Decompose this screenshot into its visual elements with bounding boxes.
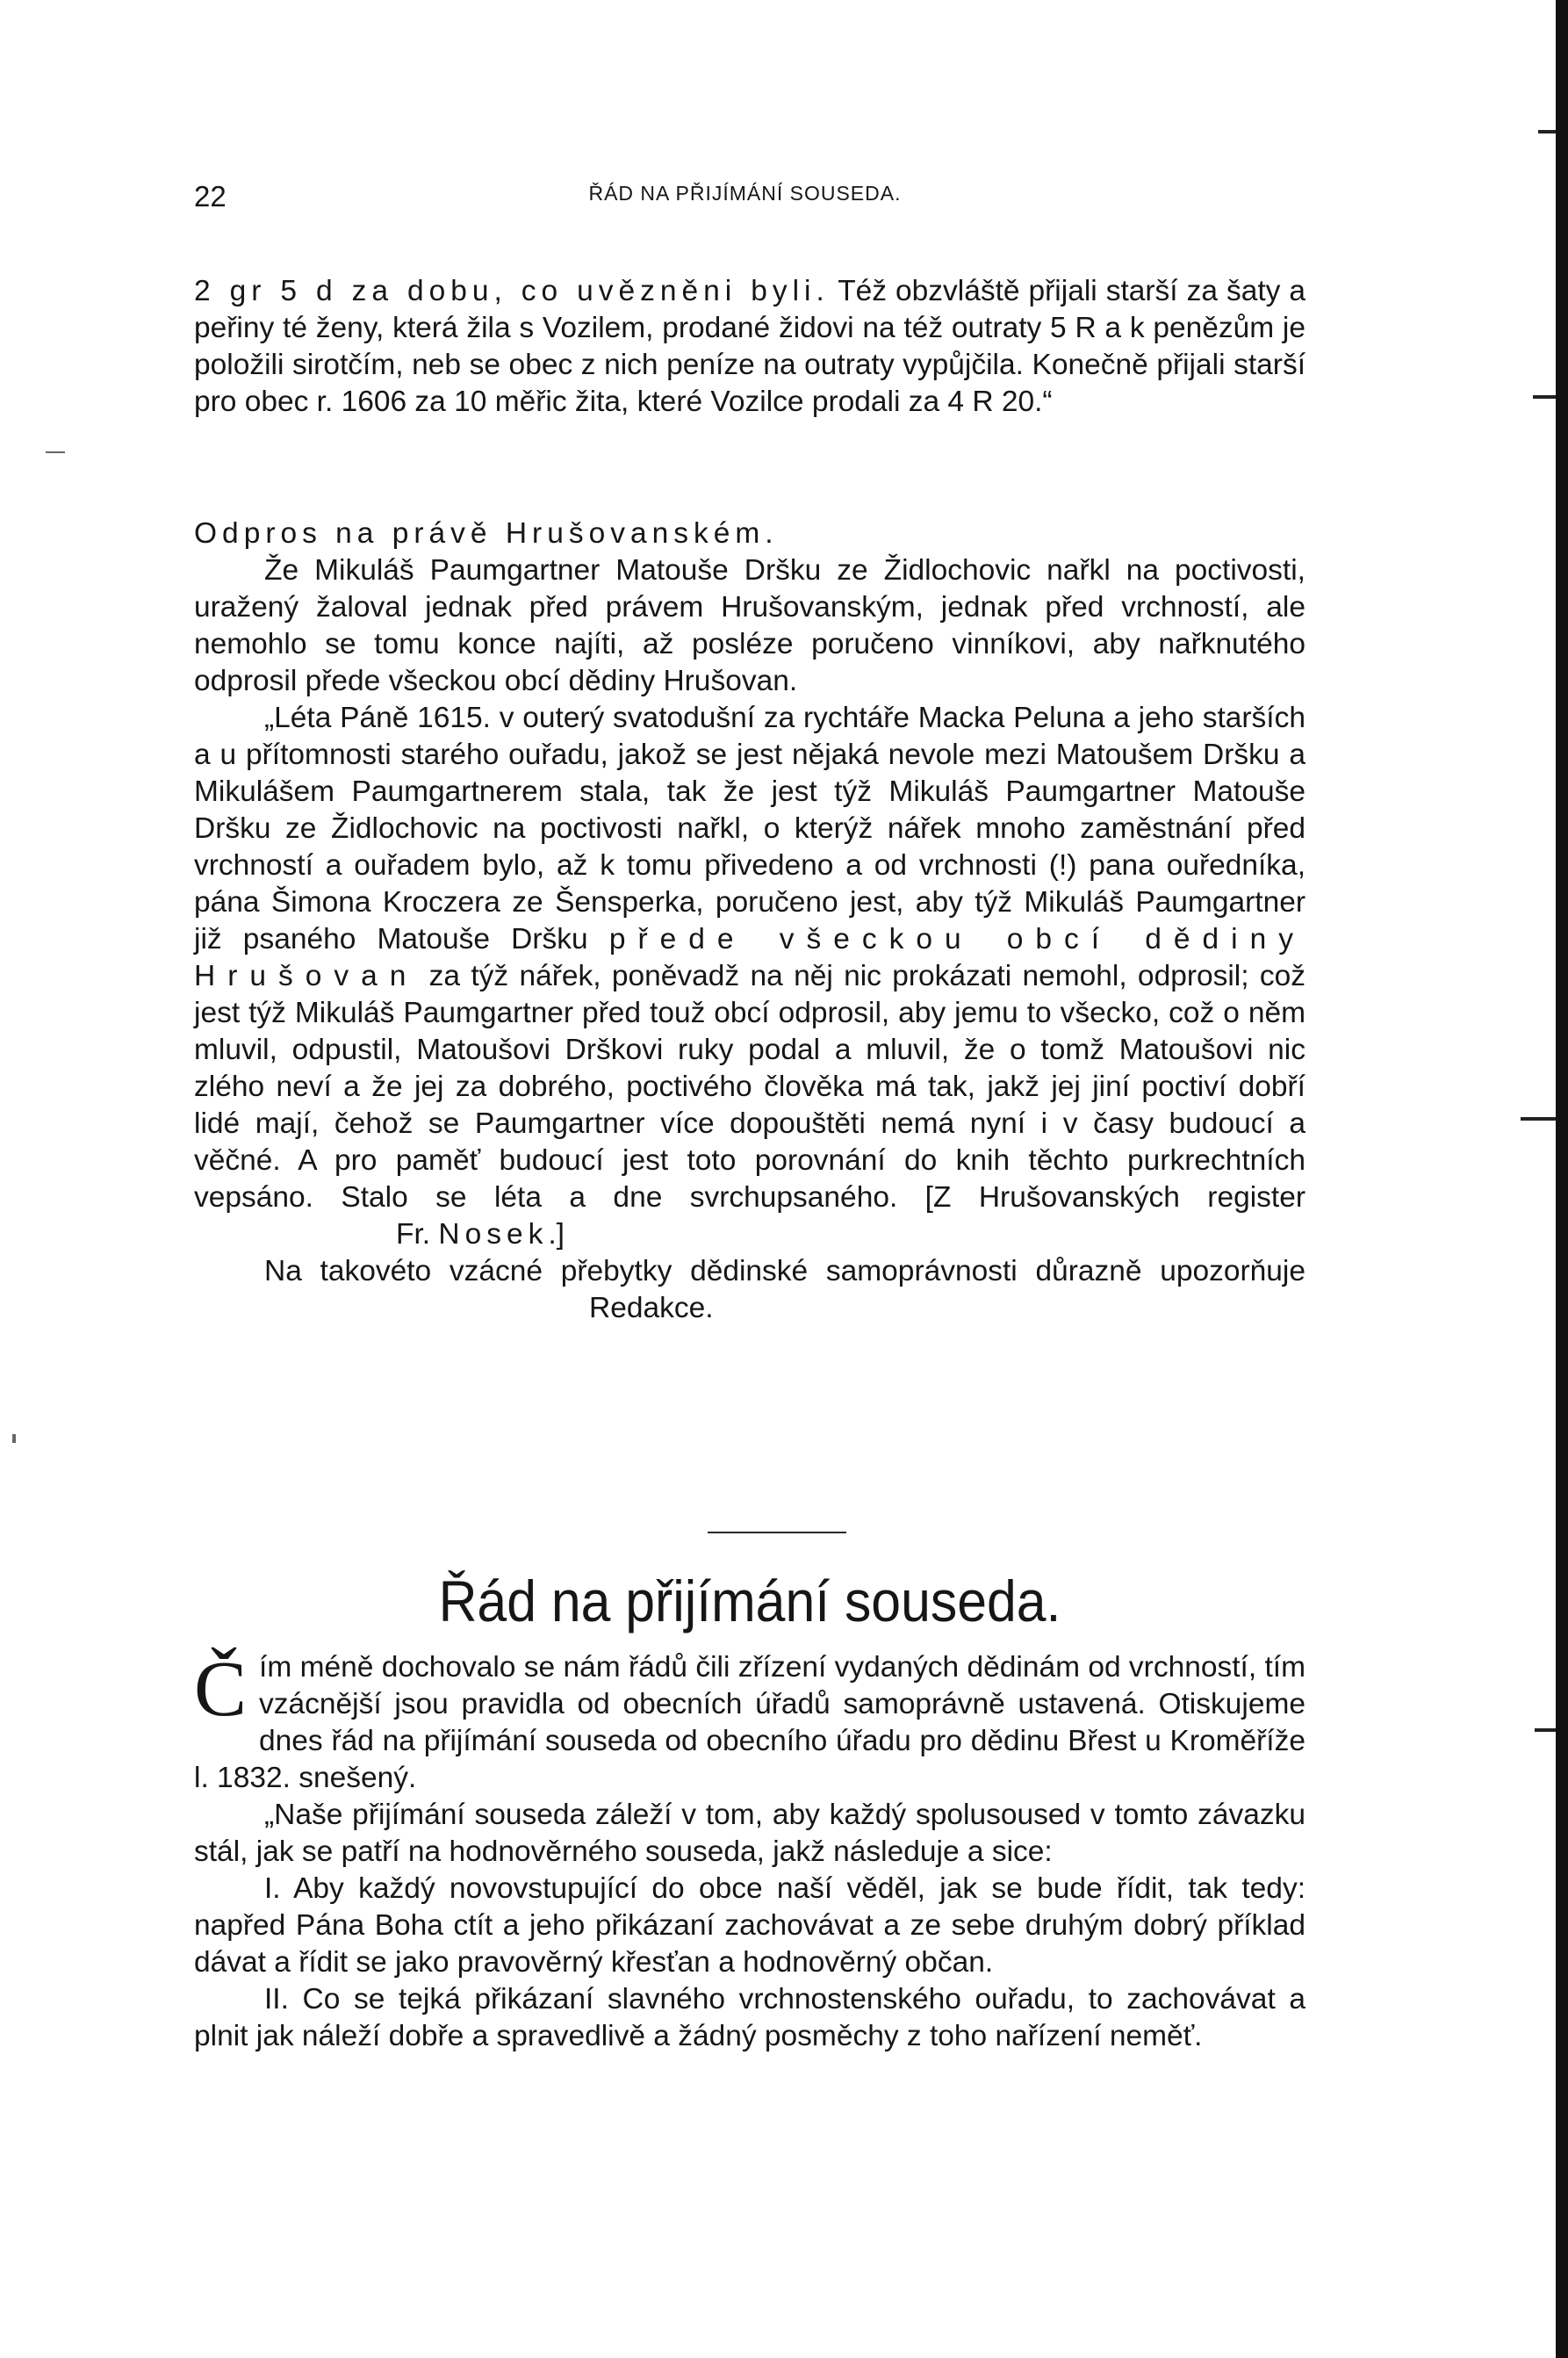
article-title: Řád na přijímání souseda. (438, 1568, 1061, 1633)
signature-name: Nosek (438, 1218, 549, 1251)
edge-mark (1533, 395, 1556, 399)
edge-mark (1538, 130, 1556, 133)
section-odpros (194, 516, 1305, 1327)
paragraph-text: Též obzvláště přijali starší za šaty a peřiny té ženy, která žila s Vozilem, prodané židovi na též outraty 5 R a k penězům je položili sirotčím, neb se obec z nich peníze na outraty vypůjčila. Konečně přijali starší pro obec r. 1606 za 10 měřic žita, které Vozilce prodali za 4 R 20.“ (194, 275, 1305, 418)
paragraph (194, 700, 1305, 1253)
spaced-text: 2 gr 5 d za dobu, co uvězněni byli. (194, 275, 830, 307)
section-divider (708, 1532, 846, 1533)
paragraph: Že Mikuláš Paumgartner Matouše Dršku ze Židlochovic nařkl na poctivosti, uražený žaloval jednak před právem Hrušovanským, jednak před vrchností, ale nemohlo se tomu konce najíti, až posléze poručeno vinníkovi, aby nařknutého odprosil přede všeckou obcí dědiny Hrušovan. (194, 554, 1305, 697)
editor-signature: Redakce. (589, 1292, 714, 1324)
paragraph (194, 273, 1305, 421)
paragraph-text: za týž nářek, poněvadž na něj nic prokázati nemohl, odprosil; což jest týž Mikuláš Paumgartner před touž obcí odprosil, aby jemu to všecko, což o něm mluvil, odpustil, Matoušovi Drškovi ruky podal a mluvil, že o tomž Matoušovi nic zlého neví a že jej za dobrého, poctivého člověka má tak, jakž jej jiní poctiví dobří lidé mají, čehož se Paumgartner více dopouštěti nemá nyní i v časy budoucí a věčné. A pro paměť budoucí jest toto porovnání do knih těchto purkrechtních vepsáno. Stalo se léta a dne svrchupsaného. [Z Hrušovanských register (194, 960, 1305, 1214)
margin-mark (12, 1434, 16, 1443)
spaced-text: přede všeckou obcí dědiny Hrušovan (194, 923, 1305, 992)
paragraph: „Naše přijímání souseda záleží v tom, aby každý spolusoused v tomto závazku stál, jak se patří na hodnověrného souseda, jakž následuje a sice: (194, 1799, 1305, 1868)
paragraph: II. Co se tejká přikázaní slavného vrchnostenského ouřadu, to zachovávat a plnit jak náleží dobře a spravedlivě a žádný posměchy z toho nařízení neměť. (194, 1983, 1305, 2052)
section-heading: Odpros na právě Hrušovanském. (194, 517, 779, 550)
paragraph-text: ím méně dochovalo se nám řádů čili zřízení vydaných dědinám od vrchností, tím vzácnější jsou pravidla od obecních úřadů samoprávně ustavená. Otiskujeme dnes řád na přijímání souseda od obecního úřadu pro dědinu Břest u Kroměříže l. 1832. snešený. (194, 1651, 1305, 1794)
signature-suffix: .] (548, 1218, 565, 1251)
dropcap: Č (194, 1646, 248, 1733)
paragraph-text: „Léta Páně 1615. v outerý svatodušní za rychtáře Macka Peluna a jeho starších a u přítomnosti starého ouřadu, jakož se jest nějaká nevole mezi Matoušem Dršku a Mikulášem Paumgartnerem stala, tak že jest týž Mikuláš Paumgartner Matouše Dršku ze Židlochovic na poctivosti nařkl, o kterýž nářek mnoho zaměstnání před vrchností a ouřadem bylo, až k tomu přivedeno a od vrchnosti (!) pana ouředníka, pána Šimona Kroczera ze Šensperka, poručeno jest, aby týž Mikuláš Paumgartner již psaného Matouše Dršku (194, 702, 1305, 955)
signature-prefix: Fr. (396, 1218, 439, 1251)
edge-mark (1521, 1117, 1556, 1121)
running-title: ŘÁD NA PŘIJÍMÁNÍ SOUSEDA. (588, 182, 902, 205)
page-edge-shadow (1556, 0, 1568, 2358)
paragraph: I. Aby každý novovstupující do obce naší věděl, jak se bude řídit, tak tedy: napřed Pána Boha ctít a jeho přikázaní zachovávat a ze sebe druhým dobrý příklad dávat a řídit se jako pravověrný křesťan a hodnověrný občan. (194, 1872, 1305, 1979)
margin-mark (46, 451, 65, 453)
paragraph (194, 1253, 1305, 1327)
paragraph (194, 1646, 1305, 1797)
running-header (194, 180, 1296, 224)
article-body (194, 1646, 1305, 2055)
paragraph-text: Na takovéto vzácné přebytky dědinské samoprávnosti důrazně upozorňuje (264, 1255, 1305, 1287)
section-continuation (194, 273, 1305, 421)
page-number: 22 (194, 180, 227, 213)
edge-mark (1535, 1728, 1556, 1732)
